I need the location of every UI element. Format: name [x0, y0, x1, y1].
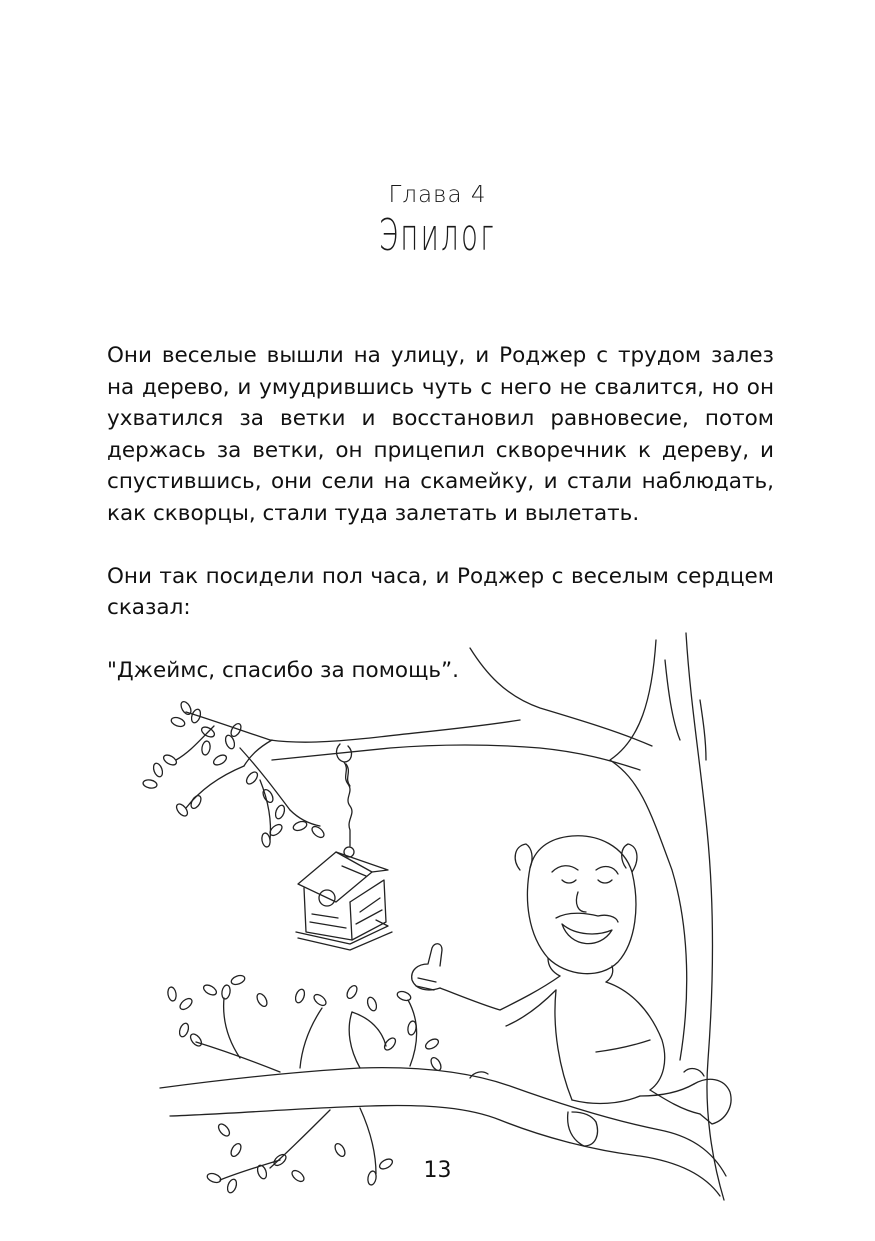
- paragraph-1: Они веселые вышли на улицу, и Роджер с трудом залез на дерево, и умудрившись чуть с него не свалится, но он ухватился за ветки и восстановил равновесие, потом держась за ветки, он прицепил скворечник к дереву, и спустившись, они сели на скамейку, и стали наблюдать, как скворцы, стали туда залетать и вылетать.: [107, 343, 774, 526]
- chapter-header: [0, 182, 875, 261]
- upper-leaves: [142, 700, 326, 848]
- upper-branch: [176, 648, 652, 840]
- roger-character: [412, 836, 731, 1146]
- page-number: 13: [423, 1158, 452, 1183]
- tree-birdhouse-illustration: [0, 630, 875, 1241]
- chapter-label: Глава 4: [388, 182, 487, 208]
- hanging-rope: [337, 744, 354, 857]
- tree-trunk: [610, 633, 724, 1200]
- paragraph-3: "Джеймс, спасибо за помощь”.: [107, 658, 459, 683]
- birdhouse-icon: [296, 852, 392, 950]
- paragraph-2: Они так посидели пол часа, и Роджер с веселым сердцем сказал:: [107, 563, 774, 620]
- chapter-title: Эпилог: [378, 210, 497, 261]
